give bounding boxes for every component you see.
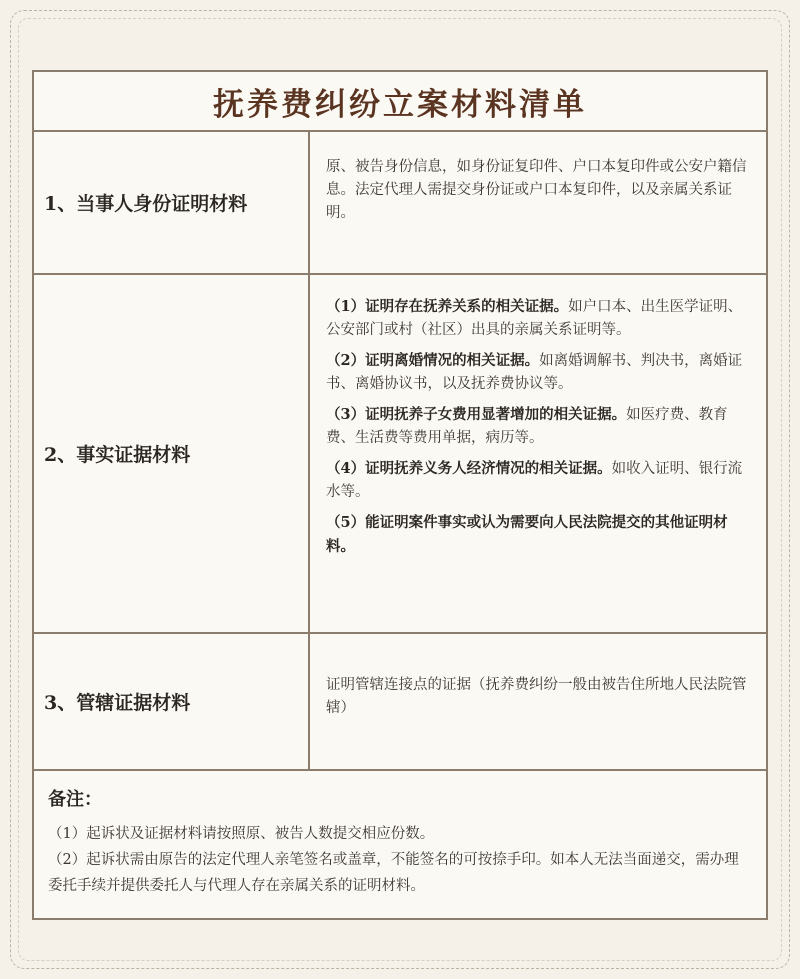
- evidence-item: [326, 511, 752, 559]
- evidence-item: [326, 403, 752, 450]
- row-label: 3、管辖证据材料: [34, 634, 310, 769]
- evidence-item-lead: （1）证明存在抚养关系的相关证据。: [326, 298, 569, 315]
- table-row-evidence: [34, 275, 766, 634]
- evidence-item: [326, 295, 752, 342]
- evidence-item-text: 如收入证明、银行流水等。: [326, 461, 743, 500]
- evidence-item-text: 如户口本、出生医学证明、公安部门或村（社区）出具的亲属关系证明等。: [326, 299, 743, 338]
- table-row-identity: [34, 132, 766, 275]
- evidence-item-lead: （4）证明抚养义务人经济情况的相关证据。: [326, 460, 612, 477]
- row-content: 原、被告身份信息，如身份证复印件、户口本复印件或公安户籍信息。法定代理人需提交身份证或户口本复印件，以及亲属关系证明。: [326, 159, 747, 221]
- page-title: 抚养费纠纷立案材料清单: [213, 86, 587, 123]
- row-content: [310, 275, 766, 632]
- evidence-item-lead: （3）证明抚养子女费用显著增加的相关证据。: [326, 406, 627, 423]
- row-label: 1、当事人身份证明材料: [34, 132, 310, 273]
- evidence-item: [326, 457, 752, 504]
- notes-section: [34, 771, 766, 899]
- notes-title: 备注：: [48, 789, 102, 810]
- evidence-item: [326, 349, 752, 396]
- row-label: 2、事实证据材料: [34, 275, 310, 632]
- note-item: （2）起诉状需由原告的法定代理人亲笔签名或盖章，不能签名的可按捺手印。如本人无法当面递交，需办理委托手续并提供委托人与代理人存在亲属关系的证明材料。: [48, 852, 739, 894]
- table-row-jurisdiction: [34, 634, 766, 771]
- title-row: [34, 72, 766, 132]
- evidence-item-text: 如医疗费、教育费、生活费等费用单据，病历等。: [326, 407, 728, 446]
- row-content: 证明管辖连接点的证据（抚养费纠纷一般由被告住所地人民法院管辖）: [326, 677, 747, 716]
- evidence-item-text: 如离婚调解书、判决书，离婚证书、离婚协议书，以及抚养费协议等。: [326, 353, 743, 392]
- note-item: （1）起诉状及证据材料请按照原、被告人数提交相应份数。: [48, 826, 435, 842]
- checklist-table: [32, 70, 768, 920]
- evidence-item-lead: （5）能证明案件事实或认为需要向人民法院提交的其他证明材料。: [326, 514, 728, 555]
- evidence-item-lead: （2）证明离婚情况的相关证据。: [326, 352, 540, 369]
